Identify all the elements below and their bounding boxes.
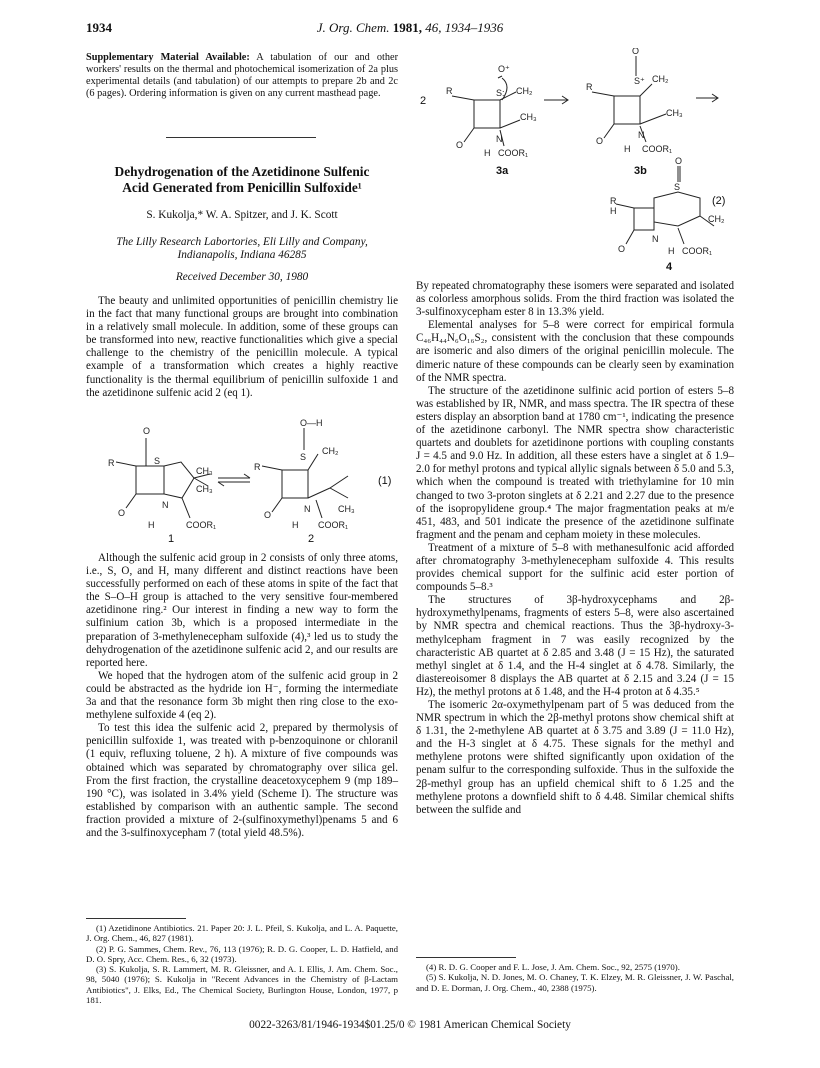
svg-text:O: O <box>632 48 640 56</box>
equation-1-number: (1) <box>378 475 392 487</box>
received-date: Received December 30, 1980 <box>175 271 309 283</box>
svg-text:S:: S: <box>496 88 505 98</box>
svg-text:O: O <box>118 508 126 518</box>
svg-text:R: R <box>586 82 593 92</box>
paragraph: Elemental analyses for 5–8 were correct for empirical formula C₄₆H₄₄N₆O₁₆S₂, consistent with the conclusion that these compounds are isomeric and also dimers of the original penicillin molecule. The dimeric nature of these compounds can be clearly seen by examination of the NMR spectra. <box>416 319 734 384</box>
footnote: (3) S. Kukolja, S. R. Lammert, M. R. Gleissner, and A. I. Ellis, J. Am. Chem. Soc., 98, 5040 (1976); S. Kukolja in "Recent Advances in the Chemistry of β-Lactam Antibiotics", J. Elks, Ed., The Chemical Society, Burlington House, London, 1977, p 181. <box>86 964 398 1006</box>
footnote-rule <box>416 957 516 958</box>
running-header <box>86 20 734 36</box>
svg-text:COOR₁: COOR₁ <box>682 246 713 256</box>
svg-text:O: O <box>456 140 464 150</box>
left-body-bottom <box>86 552 398 840</box>
paragraph: Although the sulfenic acid group in 2 consists of only three atoms, i.e., S, O, and H, many different and distinct reactions have been successfully performed on each of these atoms in spite of the fact that the S–O–H group is attached to the very sensitive four-membered azetidinone ring.² Our interest in finding a new way to form the sulfinium cation 3b, which is a proposed intermediate in the preparation of 3-methylenecepham sulfoxide (4),³ led us to study the dehydrogenation of the azetidinone sulfenic acid 2, and our results are reported here. <box>86 552 398 669</box>
svg-text:O: O <box>675 156 683 166</box>
svg-text:O⁺: O⁺ <box>498 64 510 74</box>
footnote: (4) R. D. G. Cooper and F. L. Jose, J. Am. Chem. Soc., 92, 2575 (1970). <box>426 962 680 972</box>
svg-text:R: R <box>254 462 261 472</box>
equation-2-scheme <box>416 48 734 278</box>
footnotes-right <box>416 962 734 993</box>
equation-2-number: (2) <box>712 195 726 207</box>
journal-citation: J. Org. Chem. 1981, 46, 1934–1936 <box>316 20 504 35</box>
svg-text:S⁺: S⁺ <box>634 76 645 86</box>
separator-rule <box>166 137 316 138</box>
affiliation: The Lilly Research Labortories, Eli Lilly and Company, Indianapolis, Indiana 46285 <box>116 236 368 261</box>
svg-text:S: S <box>674 182 681 192</box>
compound-3a-label: 3a <box>496 165 509 177</box>
svg-text:O: O <box>618 244 626 254</box>
paragraph: The beauty and unlimited opportunities of penicillin chemistry lie in the fact that many functional groups are brought into combination in a relatively small molecule. In addition, some of these groups can be transformed into new, reactive functionalities which give a special challenge to the chemistry of the penicillin molecule. A typical example of a transformation which creates a highly reactive functionality is the thermal equilibrium of penicillin sulfoxide 1 and the azetidinone sulfenic acid 2 (eq 1). <box>86 295 398 399</box>
paragraph: The structure of the azetidinone sulfinic acid portion of esters 5–8 was established by IR, NMR, and mass spectra. The IR spectra of these esters display an absorption band at 1780 cm⁻¹, indicating the presence of the azetidinone carbonyl. The NMR spectra show characteristic quartets and doublets for azetidinone portions with coupling constants J = 4.5 and 9.0 Hz. In addition, all these esters have a singlet at δ 1.9–2.0 for methyl protons and typical allylic signals between δ 5.0 and 5.3, which when the compound is treated with triethylamine for 10 min changed to two 3-proton singlets at δ 2.21 and 2.27 due to the presence of the isopropylidene group.⁴ The major fragmentation peaks at m/e 451, 483, and 501 indicate the presence of the azetidinone sulfinate fragment and the penam and cepham moiety in these molecules. <box>416 384 734 541</box>
author-list: S. Kukolja,* W. A. Spitzer, and J. K. Scott <box>146 209 338 221</box>
svg-text:S: S <box>300 452 307 462</box>
svg-text:CH₂: CH₂ <box>708 214 725 224</box>
page-number: 1934 <box>86 20 112 35</box>
svg-text:H: H <box>484 148 491 158</box>
svg-text:CH₃: CH₃ <box>196 466 213 476</box>
paragraph: The isomeric 2α-oxymethylpenam part of 5 was deduced from the NMR spectrum in which the 2β-methyl protons show chemical shift at δ 1.31, the 2-methylene AB quartet at δ 3.75 and 3.89 (J = 11.0 Hz), and the H-3 singlet at δ 4.75. These signals for the methyl and methylene protons were shifted significantly upon oxidation of the penam sulfur to the corresponding sulfoxide. Thus in the sulfoxide the 2β-methyl group has an upfield chemical shift to δ 1.25 and the methylene protons a downfield shift to δ 4.48. Similar chemical shifts between the sulfide and <box>416 699 734 816</box>
footnote: (1) Azetidinone Antibiotics. 21. Paper 20: J. L. Pfeil, S. Kukolja, and L. A. Paquette, J. Org. Chem., 46, 827 (1981). <box>86 923 398 944</box>
svg-text:CH₃: CH₃ <box>338 504 355 514</box>
footnotes-left <box>86 923 398 1005</box>
svg-text:H: H <box>148 520 155 530</box>
paragraph: We hoped that the hydrogen atom of the sulfenic acid group in 2 could be abstracted as the hydride ion H⁻, forming the intermediate 3a and that the resonance form 3b might then ring close to the exo-methylene sulfoxide 4 (eq 2). <box>86 669 398 722</box>
svg-text:R: R <box>108 458 115 468</box>
svg-text:CH₃: CH₃ <box>520 112 537 122</box>
paragraph: To test this idea the sulfenic acid 2, prepared by thermolysis of penicillin sulfoxide 1, was treated with p-benzoquinone or chloranil (1 equiv, refluxing toluene, 2 h). A mixture of five compounds was obtained which was separated by chromatography over silica gel. From the first fraction, the crystalline deacetoxycephem 9 (mp 189–190 °C), was isolated in 3.4% yield (Scheme I). The structure was established by comparison with an authentic sample. The second fraction provided a mixture of 2-(sulfinoxymethyl)penams 5 and 6 and the 3-sulfinoxycepham 7 (total yield 48.5%). <box>86 722 398 839</box>
svg-text:H: H <box>610 206 617 216</box>
paragraph: Treatment of a mixture of 5–8 with methanesulfonic acid afforded after chromatography 3-methylenecepham sulfoxide 4. This results provides chemical support for the sulfinic acid ester portion of compounds 5–8.³ <box>416 541 734 594</box>
svg-text:COOR₁: COOR₁ <box>186 520 217 530</box>
svg-text:CH₃: CH₃ <box>196 484 213 494</box>
svg-text:CH₃: CH₃ <box>666 108 683 118</box>
footnote-rule <box>86 918 186 919</box>
svg-text:O—H: O—H <box>300 418 323 428</box>
right-body <box>416 280 734 817</box>
svg-text:O: O <box>596 136 604 146</box>
svg-text:O: O <box>143 426 151 436</box>
paragraph: The structures of 3β-hydroxycephams and 2β-hydroxymethylpenams, fragments of esters 5–8, were also ascertained by NMR spectra and chemical reactions. Thus the 3β-hydroxy-3-methylcepham fragment in 7 was easily recognized by the characteristic AB quartet at δ 2.85 and 3.48 (J = 15 Hz), the saturated methyl singlet at δ 1.4, and the H-4 singlet at δ 4.78. Similarly, the diastereoisomer 8 displays the AB quartet at δ 2.15 and 3.24 (J = 15 Hz), the methyl protons at δ 1.48, and the H-4 proton at δ 4.35.⁵ <box>416 594 734 698</box>
svg-text:CH₂: CH₂ <box>322 446 339 456</box>
svg-text:N: N <box>162 500 169 510</box>
footnote: (2) P. G. Sammes, Chem. Rev., 76, 113 (1976); R. D. G. Cooper, L. D. Hatfield, and D. O. Spry, Acc. Chem. Res., 6, 32 (1973). <box>86 943 398 964</box>
svg-text:R: R <box>446 86 453 96</box>
svg-text:H: H <box>624 144 631 154</box>
compound-2-label: 2 <box>308 533 315 545</box>
footnote: (5) S. Kukolja, N. D. Jones, M. O. Chaney, T. K. Elzey, M. R. Gleissner, J. W. Paschal, and D. E. Dorman, J. Org. Chem., 40, 2388 (1975). <box>416 972 734 993</box>
svg-text:COOR₁: COOR₁ <box>642 144 673 154</box>
article-title: Dehydrogenation of the Azetidinone Sulfenic Acid Generated from Penicillin Sulfoxide¹ <box>114 164 370 195</box>
svg-text:N: N <box>496 134 503 144</box>
svg-text:N: N <box>304 504 311 514</box>
paragraph: By repeated chromatography these isomers were separated and isolated as colorless amorphous solids. From the third fraction was isolated the 3-sulfinoxycepham ester 8 in 13.3% yield. <box>416 280 734 319</box>
svg-text:N: N <box>652 234 659 244</box>
svg-text:O: O <box>264 510 272 520</box>
equation-2-prefix: 2 <box>420 95 427 107</box>
equation-1-scheme <box>86 418 398 546</box>
svg-text:R: R <box>610 196 617 206</box>
supplementary-note: Supplementary Material Available: A tabulation of our and other workers' results on the thermal and photochemical isomerization of 2a plus experimental details (and tabulation) of our attempts to prepare 2b and 2c (6 pages). Ordering information is given on any current masthead page. <box>86 52 399 100</box>
svg-text:COOR₁: COOR₁ <box>498 148 529 158</box>
svg-text:H: H <box>292 520 299 530</box>
compound-1-label: 1 <box>168 533 175 545</box>
svg-text:CH₂: CH₂ <box>652 74 669 84</box>
page-footer: 0022-3263/81/1946-1934$01.25/0 © 1981 American Chemical Society <box>249 1019 571 1031</box>
left-body-top <box>86 295 398 400</box>
svg-text:S: S <box>154 456 161 466</box>
svg-text:H: H <box>668 246 675 256</box>
svg-text:COOR₁: COOR₁ <box>318 520 349 530</box>
svg-text:CH₂: CH₂ <box>516 86 533 96</box>
svg-text:N: N <box>638 130 645 140</box>
compound-3b-label: 3b <box>634 165 647 177</box>
compound-4-label: 4 <box>666 261 673 273</box>
